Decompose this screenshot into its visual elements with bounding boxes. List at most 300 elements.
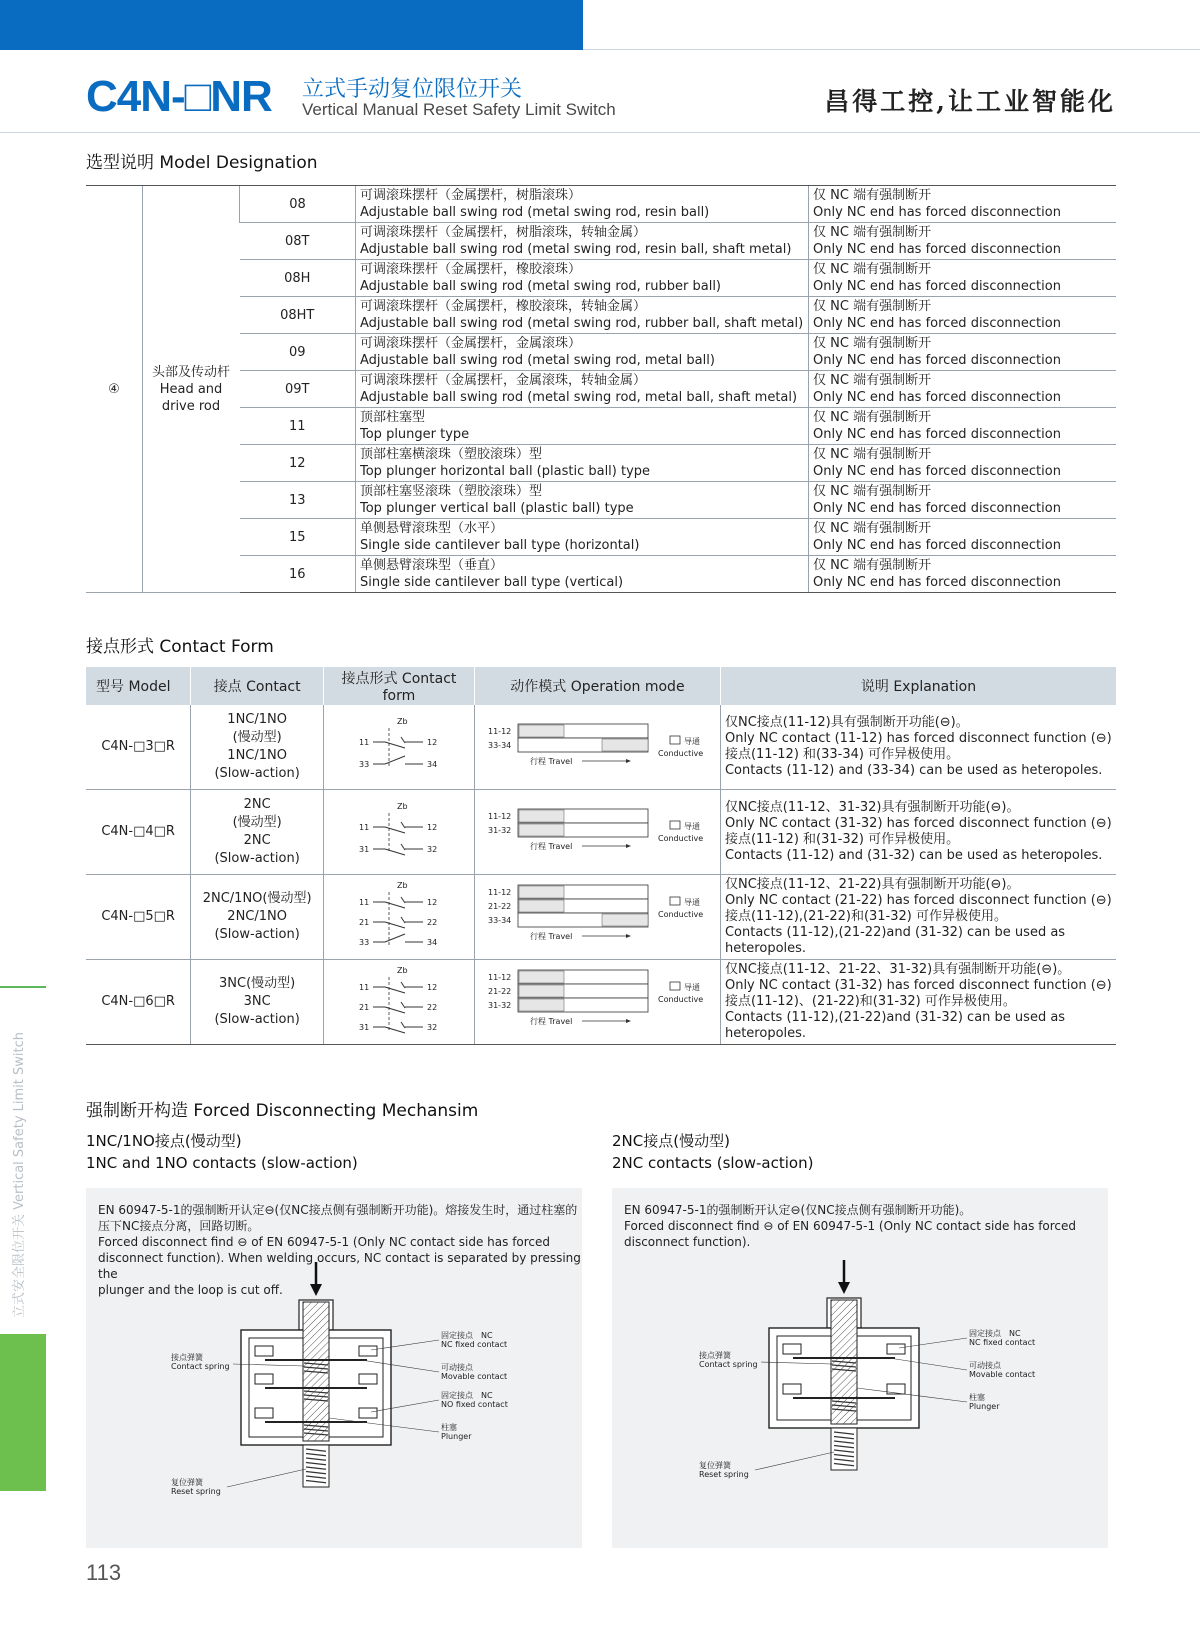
operation-mode-cell xyxy=(474,790,720,875)
terminal-label: 22 xyxy=(426,918,438,927)
table-row xyxy=(86,297,1116,334)
fixed-contact xyxy=(359,1408,377,1418)
operation-row-label: 21-22 xyxy=(488,902,512,911)
desc-en: Top plunger type xyxy=(360,427,470,442)
legend-swatch xyxy=(670,982,680,990)
designation-note xyxy=(809,482,1117,519)
contact-line: 2NC xyxy=(243,797,271,812)
fixed-contact xyxy=(887,1344,905,1354)
designation-code: 09T xyxy=(240,371,356,408)
legend-cn: 导通 xyxy=(684,898,701,907)
travel-arrowhead xyxy=(626,1019,631,1023)
terminal-label: 12 xyxy=(426,738,438,747)
nc-contact xyxy=(385,1027,405,1033)
terminal-label: 33 xyxy=(358,938,370,947)
nc-contact xyxy=(385,922,405,928)
conductive-fill xyxy=(602,914,648,926)
nc-contact xyxy=(385,1007,405,1013)
conductive-fill xyxy=(519,900,564,912)
contact-line: 3NC(慢动型) xyxy=(219,976,296,991)
conductive-fill xyxy=(519,886,564,898)
panel-text-line: 压下NC接点分离，回路切断。 xyxy=(98,1219,260,1233)
desc-en: Top plunger horizontal ball (plastic ball) type xyxy=(360,464,651,479)
note-en: Only NC end has forced disconnection xyxy=(813,575,1061,590)
column-header: 说明 Explanation xyxy=(720,667,1116,705)
table-row xyxy=(86,223,1116,260)
designation-desc xyxy=(356,482,809,519)
operation-row-label: 11-12 xyxy=(488,888,512,897)
no-contact xyxy=(385,756,405,764)
explanation-cell xyxy=(720,790,1116,875)
explanation-line: 仅NC接点(11-12、21-22)具有强制断开功能(⊖)。 xyxy=(724,877,1020,892)
designation-note xyxy=(809,260,1117,297)
page-header xyxy=(86,70,1116,130)
desc-en: Adjustable ball swing rod (metal swing rod, rubber ball, shaft metal) xyxy=(360,316,804,331)
nc-contact xyxy=(385,902,405,908)
fixed-contact xyxy=(359,1346,377,1356)
legend-en: Conductive xyxy=(658,749,704,758)
contact-form-table xyxy=(86,667,1116,1045)
contact-line: 2NC/1NO xyxy=(227,909,287,924)
terminal-label: 12 xyxy=(426,983,438,992)
operation-row-label: 11-12 xyxy=(488,812,512,821)
contact-line: 3NC xyxy=(243,994,271,1009)
plunger-en: Plunger xyxy=(969,1402,1000,1411)
designation-note xyxy=(809,371,1117,408)
desc-cn: 可调滚珠摆杆（金属摆杆，金属滚珠，转轴金属） xyxy=(360,373,647,388)
operation-row-label: 31-32 xyxy=(488,826,512,835)
explanation-line: 仅NC接点(11-12、31-32)具有强制断开功能(⊖)。 xyxy=(724,800,1020,815)
panel-text-line: EN 60947-5-1的强制断开认定⊖(仅NC接点侧有强制断开功能)。 xyxy=(624,1203,972,1217)
nc-stop xyxy=(401,1002,405,1008)
header-row xyxy=(86,667,1116,705)
designation-note xyxy=(809,556,1117,593)
table-row xyxy=(86,334,1116,371)
nc-stop xyxy=(401,917,405,923)
contact-model: C4N-□6□R xyxy=(86,960,191,1045)
terminal-label: 11 xyxy=(358,738,370,747)
operation-mode-cell xyxy=(474,875,720,960)
nc-contact xyxy=(385,827,405,833)
zb-label: Zb xyxy=(396,966,408,975)
note-cn: 仅 NC 端有强制断开 xyxy=(813,188,932,203)
column-header: 型号 Model xyxy=(86,667,191,705)
table-row xyxy=(86,482,1116,519)
zb-label: Zb xyxy=(396,717,408,726)
zb-label: Zb xyxy=(396,802,408,811)
note-en: Only NC end has forced disconnection xyxy=(813,316,1061,331)
table-row xyxy=(86,371,1116,408)
plunger-cn: 柱塞 xyxy=(441,1423,457,1432)
desc-cn: 可调滚珠摆杆（金属摆杆，金属滚珠） xyxy=(360,336,582,351)
operation-chart xyxy=(478,879,716,955)
contact-form-cell xyxy=(323,960,474,1045)
model-code: C4N-□NR xyxy=(86,72,272,121)
plunger-en: Plunger xyxy=(441,1432,472,1441)
contact-form-cell xyxy=(323,875,474,960)
group-line: 头部及传动杆 xyxy=(151,364,230,380)
explanation-line: Only NC contact (11-12) has forced disconnect function (⊖) xyxy=(724,731,1112,746)
movable-cn: 可动接点 xyxy=(441,1363,473,1372)
travel-label: 行程 Travel xyxy=(530,757,573,766)
contact-line: (Slow-action) xyxy=(214,766,300,781)
operation-chart xyxy=(478,799,716,865)
designation-note xyxy=(809,223,1117,260)
note-en: Only NC end has forced disconnection xyxy=(813,242,1061,257)
note-cn: 仅 NC 端有强制断开 xyxy=(813,299,932,314)
model-designation-title: 选型说明 Model Designation xyxy=(86,153,318,173)
page-number: 113 xyxy=(86,1560,122,1585)
explanation-line: Contacts (11-12) and (31-32) can be used as heteropoles. xyxy=(724,848,1103,863)
legend-en: Conductive xyxy=(658,995,704,1004)
nc-contact xyxy=(385,742,405,748)
reset-en: Reset spring xyxy=(171,1487,221,1496)
legend-swatch xyxy=(670,897,680,905)
movable-en: Movable contact xyxy=(441,1372,508,1381)
explanation-line: 接点(11-12),(21-22)和(31-32) 可作异极使用。 xyxy=(724,909,1007,924)
conductive-fill xyxy=(519,971,564,983)
panel-text-line: Forced disconnect find ⊖ of EN 60947-5-1 (Only NC contact side has forced xyxy=(624,1219,1077,1233)
designation-group xyxy=(143,186,240,593)
designation-desc xyxy=(356,260,809,297)
forced-title: 强制断开构造 Forced Disconnecting Mechansim xyxy=(86,1101,479,1121)
designation-code: 09 xyxy=(240,334,356,371)
designation-note xyxy=(809,445,1117,482)
forced-right-panel xyxy=(612,1188,1108,1548)
contact-symbol xyxy=(329,799,469,865)
conductive-fill xyxy=(602,739,648,751)
press-arrowhead xyxy=(838,1282,850,1294)
top-blue-bar xyxy=(0,0,583,50)
note-en: Only NC end has forced disconnection xyxy=(813,353,1061,368)
group-line: drive rod xyxy=(161,398,221,414)
travel-label: 行程 Travel xyxy=(530,842,573,851)
designation-desc xyxy=(356,408,809,445)
legend-cn: 导通 xyxy=(684,737,701,746)
table-row xyxy=(86,960,1116,1045)
operation-mode-cell xyxy=(474,705,720,790)
designation-note xyxy=(809,186,1117,223)
designation-index: ④ xyxy=(86,186,143,593)
forced-right-head-cn: 2NC接点(慢动型) xyxy=(612,1132,730,1150)
travel-arrowhead xyxy=(626,934,631,938)
contact-type xyxy=(191,705,324,790)
note-cn: 仅 NC 端有强制断开 xyxy=(813,225,932,240)
note-cn: 仅 NC 端有强制断开 xyxy=(813,373,932,388)
note-en: Only NC end has forced disconnection xyxy=(813,390,1061,405)
note-cn: 仅 NC 端有强制断开 xyxy=(813,336,932,351)
contact-line: 2NC/1NO(慢动型) xyxy=(202,891,312,906)
forced-left-head-cn: 1NC/1NO接点(慢动型) xyxy=(86,1132,242,1150)
press-arrowhead xyxy=(310,1284,322,1296)
contact-line: (Slow-action) xyxy=(214,927,300,942)
column-header: 接点 Contact xyxy=(191,667,324,705)
designation-code: 12 xyxy=(240,445,356,482)
explanation-line: 仅NC接点(11-12)具有强制断开功能(⊖)。 xyxy=(724,715,969,730)
designation-code: 08H xyxy=(240,260,356,297)
note-cn: 仅 NC 端有强制断开 xyxy=(813,521,932,536)
designation-desc xyxy=(356,297,809,334)
table-row xyxy=(86,445,1116,482)
fixed-contact xyxy=(255,1374,273,1384)
nc-stop xyxy=(401,822,405,828)
contact-line: 1NC/1NO xyxy=(227,712,287,727)
conductive-fill xyxy=(519,824,564,836)
desc-cn: 顶部柱塞横滚珠（塑胶滚珠）型 xyxy=(360,447,543,462)
designation-desc xyxy=(356,223,809,260)
terminal-label: 11 xyxy=(358,898,370,907)
forced-right-head-en: 2NC contacts (slow-action) xyxy=(612,1154,814,1172)
operation-row-label: 33-34 xyxy=(488,916,512,925)
table-row xyxy=(86,875,1116,960)
terminal-label: 11 xyxy=(358,823,370,832)
panel-text-line: disconnect function). When welding occurs, NC contact is separated by pressing the xyxy=(98,1251,581,1281)
contact-type xyxy=(191,790,324,875)
contact-model: C4N-□4□R xyxy=(86,790,191,875)
table-row xyxy=(86,260,1116,297)
legend-swatch xyxy=(670,736,680,744)
movable-en: Movable contact xyxy=(969,1370,1036,1379)
nc-fixed-cn: 固定接点 NC xyxy=(441,1331,493,1340)
designation-desc xyxy=(356,186,809,223)
terminal-label: 32 xyxy=(426,1023,438,1032)
contact-symbol xyxy=(329,714,469,780)
terminal-label: 12 xyxy=(426,898,438,907)
note-en: Only NC end has forced disconnection xyxy=(813,279,1061,294)
operation-row-label: 33-34 xyxy=(488,741,512,750)
terminal-label: 12 xyxy=(426,823,438,832)
legend-en: Conductive xyxy=(658,910,704,919)
desc-en: Adjustable ball swing rod (metal swing rod, resin ball, shaft metal) xyxy=(360,242,792,257)
title-en: Vertical Manual Reset Safety Limit Switch xyxy=(302,100,616,119)
reset-cn: 复位弹簧 xyxy=(171,1478,203,1487)
contact-model: C4N-□5□R xyxy=(86,875,191,960)
note-cn: 仅 NC 端有强制断开 xyxy=(813,484,932,499)
explanation-line: 接点(11-12) 和(33-34) 可作异极使用。 xyxy=(724,747,960,762)
designation-desc xyxy=(356,371,809,408)
note-cn: 仅 NC 端有强制断开 xyxy=(813,447,932,462)
desc-en: Single side cantilever ball type (horizontal) xyxy=(360,538,640,553)
travel-label: 行程 Travel xyxy=(530,1017,573,1026)
sidebar-text: 立式安全限位开关 Vertical Safety Limit Switch xyxy=(12,1032,27,1318)
table-row xyxy=(86,705,1116,790)
nc-fixed-cn: 固定接点 NC xyxy=(969,1329,1021,1338)
contact-model: C4N-□3□R xyxy=(86,705,191,790)
explanation-line: Only NC contact (21-22) has forced disconnect function (⊖) xyxy=(724,893,1112,908)
contact-line: (Slow-action) xyxy=(214,1012,300,1027)
terminal-label: 22 xyxy=(426,1003,438,1012)
designation-code: 08T xyxy=(240,223,356,260)
contact-symbol xyxy=(329,963,469,1041)
conductive-fill xyxy=(519,810,564,822)
designation-note xyxy=(809,519,1117,556)
explanation-line: 接点(11-12)、(21-22)和(31-32) 可作异极使用。 xyxy=(724,994,1016,1009)
designation-code: 11 xyxy=(240,408,356,445)
explanation-line: Contacts (11-12),(21-22)and (31-32) can be used as heteropoles. xyxy=(724,925,1066,956)
fixed-contact xyxy=(255,1408,273,1418)
table-row xyxy=(86,790,1116,875)
note-en: Only NC end has forced disconnection xyxy=(813,205,1061,220)
terminal-label: 31 xyxy=(358,845,370,854)
side-green-tab xyxy=(0,1334,46,1491)
explanation-line: 仅NC接点(11-12、21-22、31-32)具有强制断开功能(⊖)。 xyxy=(724,962,1071,977)
top-divider xyxy=(583,49,1200,50)
travel-label: 行程 Travel xyxy=(530,932,573,941)
contact-line: (慢动型) xyxy=(232,730,282,745)
desc-cn: 单侧悬臂滚珠型（垂直） xyxy=(360,558,504,573)
forced-left-head xyxy=(86,1130,358,1174)
operation-chart xyxy=(478,714,716,780)
panel-text-line: Forced disconnect find ⊖ of EN 60947-5-1 (Only NC contact side has forced xyxy=(98,1235,551,1249)
explanation-line: 接点(11-12) 和(31-32) 可作异极使用。 xyxy=(724,832,960,847)
operation-row-label: 21-22 xyxy=(488,987,512,996)
spring-cn: 接点弹簧 xyxy=(699,1351,731,1360)
panel-text-line: plunger and the loop is cut off. xyxy=(98,1283,283,1297)
legend-cn: 导通 xyxy=(684,822,701,831)
designation-desc xyxy=(356,519,809,556)
terminal-label: 33 xyxy=(358,760,370,769)
designation-code: 15 xyxy=(240,519,356,556)
panel-text-line: disconnect function). xyxy=(624,1235,751,1249)
table-row xyxy=(86,186,1116,223)
fixed-contact xyxy=(783,1384,801,1394)
terminal-label: 21 xyxy=(358,918,370,927)
leader-line xyxy=(755,1452,834,1470)
mechanism-diagram-2nc xyxy=(612,1188,1108,1548)
designation-code: 16 xyxy=(240,556,356,593)
designation-desc xyxy=(356,445,809,482)
operation-mode-cell xyxy=(474,960,720,1045)
plunger-cn: 柱塞 xyxy=(969,1393,985,1402)
table-row xyxy=(86,556,1116,593)
explanation-cell xyxy=(720,705,1116,790)
operation-row-label: 31-32 xyxy=(488,1001,512,1010)
terminal-label: 21 xyxy=(358,1003,370,1012)
desc-cn: 顶部柱塞竖滚珠（塑胶滚珠）型 xyxy=(360,484,543,499)
contact-type xyxy=(191,875,324,960)
nc-stop xyxy=(401,897,405,903)
desc-en: Adjustable ball swing rod (metal swing rod, metal ball, shaft metal) xyxy=(360,390,798,405)
contact-line: 1NC/1NO xyxy=(227,748,287,763)
note-en: Only NC end has forced disconnection xyxy=(813,427,1061,442)
terminal-label: 34 xyxy=(426,938,438,947)
no-fixed-en: NO fixed contact xyxy=(441,1400,508,1409)
desc-en: Single side cantilever ball type (vertical) xyxy=(360,575,624,590)
note-en: Only NC end has forced disconnection xyxy=(813,464,1061,479)
operation-row-label: 11-12 xyxy=(488,973,512,982)
group-line: Head and xyxy=(159,381,223,397)
operation-chart xyxy=(478,964,716,1040)
legend-swatch xyxy=(670,821,680,829)
terminal-label: 32 xyxy=(426,845,438,854)
conductive-fill xyxy=(519,725,564,737)
desc-cn: 可调滚珠摆杆（金属摆杆，橡胶滚珠，转轴金属） xyxy=(360,299,647,314)
desc-cn: 可调滚珠摆杆（金属摆杆，树脂滚珠） xyxy=(360,188,582,203)
contact-line: (慢动型) xyxy=(232,815,282,830)
explanation-cell xyxy=(720,875,1116,960)
note-cn: 仅 NC 端有强制断开 xyxy=(813,410,932,425)
terminal-label: 34 xyxy=(426,760,438,769)
explanation-line: Only NC contact (31-32) has forced disconnect function (⊖) xyxy=(724,816,1112,831)
note-en: Only NC end has forced disconnection xyxy=(813,538,1061,553)
forced-left-panel xyxy=(86,1188,582,1548)
desc-cn: 可调滚珠摆杆（金属摆杆，橡胶滚珠） xyxy=(360,262,582,277)
nc-stop xyxy=(401,1022,405,1028)
fixed-contact xyxy=(887,1384,905,1394)
legend-en: Conductive xyxy=(658,834,704,843)
desc-en: Adjustable ball swing rod (metal swing rod, metal ball) xyxy=(360,353,715,368)
designation-code: 08 xyxy=(240,186,356,223)
designation-code: 08HT xyxy=(240,297,356,334)
contact-form-cell xyxy=(323,705,474,790)
zb-label: Zb xyxy=(396,881,408,890)
designation-note xyxy=(809,408,1117,445)
note-cn: 仅 NC 端有强制断开 xyxy=(813,262,932,277)
brand-slogan: 昌得工控,让工业智能化 xyxy=(824,87,1116,116)
reset-en: Reset spring xyxy=(699,1470,749,1479)
nc-fixed-en: NC fixed contact xyxy=(441,1340,508,1349)
spring-cn: 接点弹簧 xyxy=(171,1353,203,1362)
mechanism-diagram-1nc1no xyxy=(86,1188,582,1548)
travel-arrowhead xyxy=(626,759,631,763)
no-contact xyxy=(385,934,405,942)
forced-right-head xyxy=(612,1130,813,1174)
explanation-line: Contacts (11-12) and (33-34) can be used as heteropoles. xyxy=(724,763,1103,778)
fixed-contact xyxy=(783,1344,801,1354)
conductive-fill xyxy=(519,999,564,1011)
terminal-label: 31 xyxy=(358,1023,370,1032)
nc-stop xyxy=(401,844,405,850)
header-divider xyxy=(0,132,1200,133)
explanation-line: Only NC contact (31-32) has forced disconnect function (⊖) xyxy=(724,978,1112,993)
note-cn: 仅 NC 端有强制断开 xyxy=(813,558,932,573)
contact-line: (Slow-action) xyxy=(214,851,300,866)
nc-stop xyxy=(401,737,405,743)
reset-cn: 复位弹簧 xyxy=(699,1461,731,1470)
spring-en: Contact spring xyxy=(699,1360,758,1369)
travel-arrowhead xyxy=(626,844,631,848)
contact-line: 2NC xyxy=(243,833,271,848)
forced-left-head-en: 1NC and 1NO contacts (slow-action) xyxy=(86,1154,358,1172)
model-designation-table xyxy=(86,185,1116,593)
designation-code: 13 xyxy=(240,482,356,519)
nc-stop xyxy=(401,982,405,988)
contact-form-title: 接点形式 Contact Form xyxy=(86,637,274,657)
desc-en: Adjustable ball swing rod (metal swing rod, resin ball) xyxy=(360,205,710,220)
desc-cn: 可调滚珠摆杆（金属摆杆，树脂滚珠，转轴金属） xyxy=(360,225,647,240)
table-row xyxy=(86,519,1116,556)
nc-fixed-en: NC fixed contact xyxy=(969,1338,1036,1347)
contact-type xyxy=(191,960,324,1045)
fixed-contact xyxy=(359,1374,377,1384)
operation-row-label: 11-12 xyxy=(488,727,512,736)
fixed-contact xyxy=(255,1346,273,1356)
leader-line xyxy=(227,1469,306,1487)
desc-en: Adjustable ball swing rod (metal swing rod, rubber ball) xyxy=(360,279,721,294)
table-row xyxy=(86,408,1116,445)
spring-en: Contact spring xyxy=(171,1362,230,1371)
conductive-fill xyxy=(519,985,564,997)
designation-note xyxy=(809,297,1117,334)
explanation-cell xyxy=(720,960,1116,1045)
contact-form-cell xyxy=(323,790,474,875)
no-fixed-cn: 固定接点 NC xyxy=(441,1391,493,1400)
legend-cn: 导通 xyxy=(684,983,701,992)
desc-en: Top plunger vertical ball (plastic ball) type xyxy=(360,501,634,516)
column-header: 动作模式 Operation mode xyxy=(474,667,720,705)
designation-desc xyxy=(356,556,809,593)
nc-contact xyxy=(385,987,405,993)
